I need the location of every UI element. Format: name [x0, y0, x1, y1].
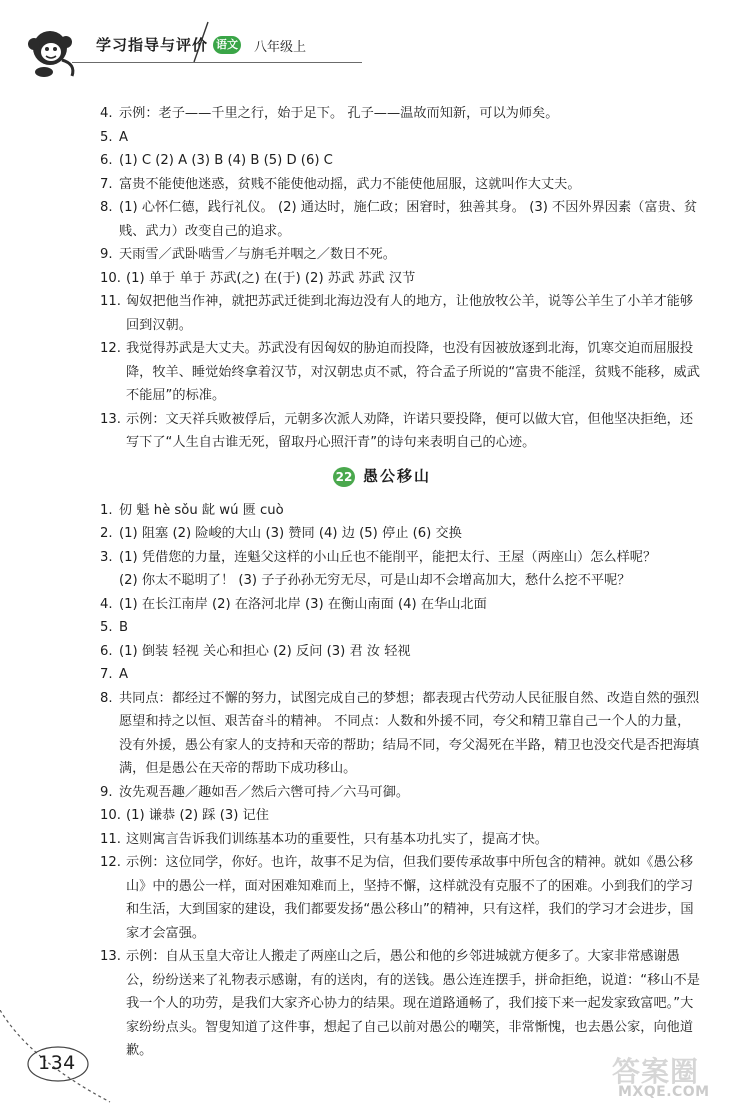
answer-number: 13.: [100, 411, 121, 427]
answer-item: [100, 828, 700, 852]
answer-number: 6.: [100, 153, 113, 168]
watermark-text: 答案圈: [612, 1055, 700, 1088]
answer-text: 示例：自从玉皇大帝让人搬走了两座山之后，愚公和他的乡邻进城就方便多了。大家非常感谢愚公，纷纷送来了礼物表示感谢，有的送肉，有的送钱。愚公连连摆手，拼命拒绝，说道：“移山不是我一个人的功劳，是我们大家齐心协力的结果。现在道路通畅了，我们接下来一起发家致富吧。”大家纷纷点头。智叟知道了这件事，想起了自己以前对愚公的嘲笑，非常惭愧，也去愚公家，向他道歉。: [126, 949, 700, 1058]
answer-text: 共同点：都经过不懈的努力，试图完成自己的梦想；都表现古代劳动人民征服自然、改造自然的强烈愿望和持之以恒、艰苦奋斗的精神。 不同点：人数和外援不同，夸父和精卫靠自己一个人的力量，没有外援，愚公有家人的支持和天帝的帮助；结局不同，夸父渴死在半路，精卫也没交代是否把海填满，但是愚公在天帝的帮助下成功移山。: [119, 690, 700, 776]
answer-item: [100, 173, 700, 197]
answer-number: 8.: [100, 690, 113, 706]
answer-item: [100, 593, 700, 617]
answer-number: 2.: [100, 526, 113, 541]
answer-text: (1) 心怀仁德，践行礼仪。 (2) 通达时，施仁政；困窘时，独善其身。 (3) 不因外界因素（富贵、贫贱、武力）改变自己的追求。: [119, 200, 698, 239]
answer-number: 9.: [100, 247, 113, 262]
header-rule: [72, 62, 362, 63]
answer-text: 示例：文天祥兵败被俘后，元朝多次派人劝降，许诺只要投降，便可以做大官，但他坚决拒绝，还写下了“人生自古谁无死，留取丹心照汗青”的诗句来表明自己的心迹。: [126, 411, 694, 450]
answer-number: 10.: [100, 808, 121, 823]
answer-text: A: [119, 667, 129, 682]
answer-text: 我觉得苏武是大丈夫。苏武没有因匈奴的胁迫而投降，也没有因被放逐到北海，饥寒交迫而屈服投降，牧羊、睡觉始终拿着汉节，对汉朝忠贞不贰，符合孟子所说的“富贵不能淫，贫贱不能移，威武不能屈”的标准。: [126, 341, 700, 403]
answer-text: (1) C (2) A (3) B (4) B (5) D (6) C: [119, 153, 333, 168]
answer-item: [100, 640, 700, 664]
answer-text: (1) 倒装 轻视 关心和担心 (2) 反问 (3) 君 汝 轻视: [119, 643, 411, 659]
answer-item: [100, 126, 700, 150]
answer-number: 9.: [100, 784, 113, 800]
answer-number: 5.: [100, 620, 113, 635]
answer-item: [100, 408, 700, 455]
answer-item: [100, 149, 700, 173]
answer-item: [100, 243, 700, 267]
answer-item: [100, 267, 700, 291]
answers-section-21: [100, 102, 700, 455]
answer-number: 7.: [100, 667, 113, 682]
page-number: 134: [38, 1052, 76, 1074]
answer-item: [100, 663, 700, 687]
answer-number: 7.: [100, 176, 113, 192]
answer-text: 天雨雪／武卧啮雪／与旃毛并咽之／数日不死。: [119, 247, 396, 262]
answer-text: A: [119, 129, 129, 145]
answer-item: [100, 781, 700, 805]
lesson-title: 愚公移山: [363, 466, 432, 485]
answer-item: [100, 616, 700, 640]
answer-text: B: [119, 620, 129, 635]
answer-text: 汝先观吾趣／趣如吾／然后六辔可持／六马可御。: [119, 784, 410, 800]
answer-item: [100, 337, 700, 408]
answer-number: 12.: [100, 855, 121, 870]
answers-section-22: [100, 499, 700, 1063]
monkey-mascot-icon: [22, 18, 84, 80]
answer-content: [100, 102, 700, 1063]
answer-item: [100, 290, 700, 337]
answer-item: [100, 546, 700, 593]
answer-text: 仞 魁 hè sǒu 龀 wú 匮 cuò: [119, 502, 284, 518]
answer-text: 示例：这位同学，你好。也许，故事不足为信，但我们要传承故事中所包含的精神。就如《愚公移山》中的愚公一样，面对困难知难而上，坚持不懈，这样就没有克服不了的困难。小到我们的学习和生活，大到国家的建设，我们都要发扬“愚公移山”的精神，只有这样，我们的学习才会进步，国家才会富强。: [126, 855, 694, 941]
answer-number: 1.: [100, 502, 113, 518]
watermark-url: MXQE.COM: [618, 1084, 710, 1100]
answer-number: 11.: [100, 831, 121, 847]
answer-text: 匈奴把他当作神，就把苏武迁徙到北海边没有人的地方，让他放牧公羊，说等公羊生了小羊才能够回到汉朝。: [126, 294, 694, 333]
slash-divider: [192, 20, 210, 64]
answer-item: [100, 196, 700, 243]
answer-item: [100, 522, 700, 546]
answer-item: [100, 851, 700, 945]
answer-number: 3.: [100, 549, 113, 565]
lesson-number-badge: 22: [333, 467, 355, 487]
section-heading: [100, 457, 700, 497]
answer-text: 这则寓言告诉我们训练基本功的重要性，只有基本功扎实了，提高才快。: [126, 831, 548, 847]
answer-item: [100, 499, 700, 523]
answer-number: 4.: [100, 106, 113, 121]
answer-number: 12.: [100, 341, 121, 356]
answer-text: 示例：老子——千里之行，始于足下。 孔子——温故而知新，可以为师矣。: [119, 106, 559, 121]
grade-label: 八年级上: [254, 40, 307, 55]
page-header: [0, 0, 750, 92]
answer-item: [100, 102, 700, 126]
answer-text: (1) 单于 单于 苏武(之) 在(于) (2) 苏武 苏武 汉节: [126, 270, 416, 286]
answer-item: [100, 687, 700, 781]
answer-number: 10.: [100, 270, 121, 286]
answer-text: (1) 在长江南岸 (2) 在洛河北岸 (3) 在衡山南面 (4) 在华山北面: [119, 596, 487, 612]
answer-text: (1) 谦恭 (2) 踩 (3) 记住: [126, 808, 269, 823]
subject-badge: 语文: [213, 36, 241, 54]
book-title: 学习指导与评价: [96, 36, 209, 54]
answer-text: (1) 阻塞 (2) 险峻的大山 (3) 赞同 (4) 边 (5) 停止 (6) 交换: [119, 526, 462, 541]
answer-text: (1) 凭借您的力量，连魁父这样的小山丘也不能削平，能把太行、王屋（两座山）怎么样呢？ (2) 你太不聪明了！ (3) 子子孙孙无穷无尽，可是山却不会增高加大，愁什么挖不平呢？: [119, 549, 657, 588]
answer-number: 11.: [100, 294, 121, 309]
answer-number: 8.: [100, 200, 113, 215]
answer-number: 6.: [100, 643, 113, 659]
answer-number: 4.: [100, 596, 113, 612]
answer-number: 5.: [100, 129, 113, 145]
answer-item: [100, 804, 700, 828]
watermark-logo: [612, 1050, 738, 1102]
answer-number: 13.: [100, 949, 121, 964]
answer-text: 富贵不能使他迷惑，贫贱不能使他动摇，武力不能使他屈服，这就叫作大丈夫。: [119, 176, 581, 192]
